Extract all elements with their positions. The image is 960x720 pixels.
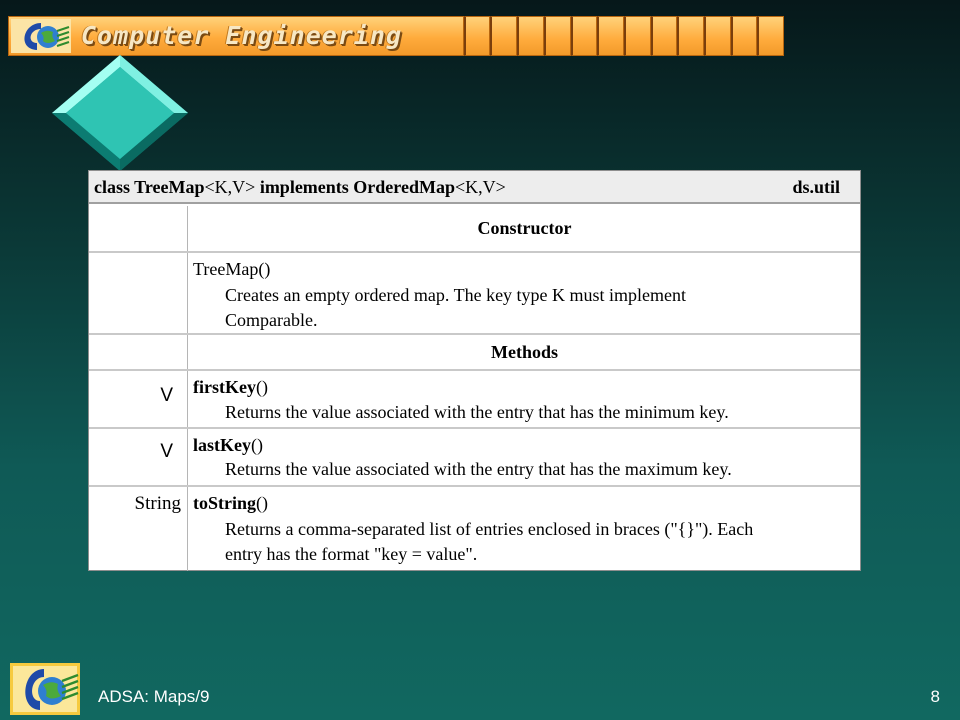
constructor-section-row bbox=[89, 206, 860, 251]
method-signature: toString() bbox=[193, 493, 268, 513]
banner-cells bbox=[464, 16, 784, 56]
methods-section-label: Methods bbox=[491, 342, 558, 362]
class-signature: class TreeMap<K,V> implements OrderedMap<K,V> bbox=[94, 177, 506, 197]
constructor-section-label: Constructor bbox=[477, 218, 572, 238]
banner-cell bbox=[677, 16, 704, 56]
api-table bbox=[88, 170, 861, 571]
banner-main bbox=[8, 16, 464, 56]
return-type-cell bbox=[89, 371, 188, 427]
banner-cell bbox=[464, 16, 491, 56]
banner-cell bbox=[597, 16, 624, 56]
banner-cell bbox=[571, 16, 598, 56]
return-type: String bbox=[134, 493, 181, 514]
method-signature: firstKey() bbox=[193, 377, 268, 397]
header-banner bbox=[8, 16, 784, 56]
globe-logo-icon bbox=[10, 663, 80, 715]
section-left-cell bbox=[89, 206, 188, 251]
banner-cell bbox=[517, 16, 544, 56]
page-number: 8 bbox=[930, 687, 940, 706]
banner-cell bbox=[544, 16, 571, 56]
method-signature: lastKey() bbox=[193, 435, 263, 455]
method-row bbox=[89, 429, 860, 485]
banner-title: Computer Engineering bbox=[81, 21, 403, 50]
return-type-cell bbox=[89, 487, 188, 571]
method-row bbox=[89, 371, 860, 427]
footer-text: ADSA: Maps/9 bbox=[98, 687, 210, 706]
return-type: V bbox=[160, 441, 173, 462]
methods-section-row bbox=[89, 335, 860, 369]
banner-cell bbox=[731, 16, 758, 56]
section-left-cell bbox=[89, 335, 188, 369]
method-row bbox=[89, 487, 860, 571]
method-description: Returns a comma-separated list of entries enclosed in braces ("{}"). Each entry has the format "key = value". bbox=[225, 519, 754, 564]
banner-cell bbox=[651, 16, 678, 56]
return-type-cell bbox=[89, 253, 188, 333]
constructor-row bbox=[89, 253, 860, 333]
banner-cell bbox=[704, 16, 731, 56]
banner-cell bbox=[757, 16, 784, 56]
banner-cell bbox=[490, 16, 517, 56]
constructor-signature: TreeMap() bbox=[193, 259, 271, 279]
globe-logo-icon bbox=[11, 19, 71, 53]
banner-cell bbox=[624, 16, 651, 56]
table-header-row bbox=[89, 171, 860, 204]
package-name: ds.util bbox=[792, 177, 840, 197]
constructor-description: Creates an empty ordered map. The key type K must implement Comparable. bbox=[225, 285, 687, 330]
method-description: Returns the value associated with the entry that has the maximum key. bbox=[225, 459, 732, 479]
method-description: Returns the value associated with the entry that has the minimum key. bbox=[225, 402, 729, 422]
diamond-decoration bbox=[50, 53, 190, 173]
return-type: V bbox=[160, 385, 173, 406]
return-type-cell bbox=[89, 429, 188, 485]
